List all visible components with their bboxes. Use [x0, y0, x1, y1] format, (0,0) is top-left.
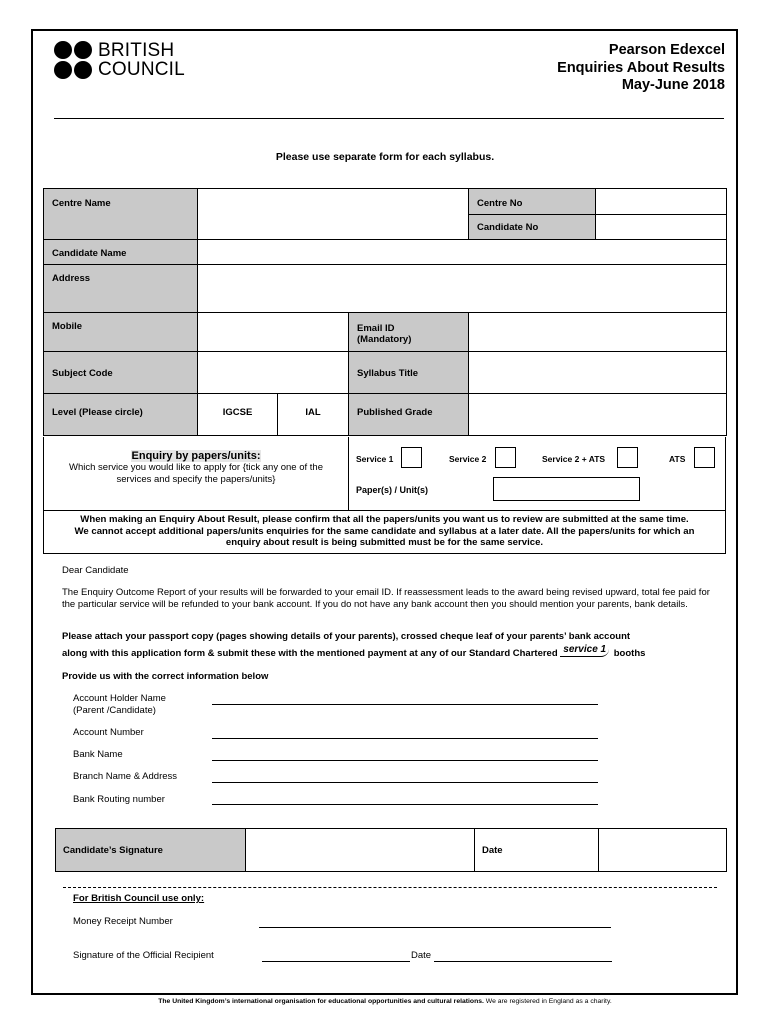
form-title — [557, 42, 725, 95]
papers-units-field[interactable] — [493, 477, 640, 501]
candidate-no-field[interactable] — [596, 215, 727, 240]
centre-name-label: Centre Name — [44, 189, 198, 240]
service-2-ats-checkbox[interactable] — [617, 447, 638, 468]
mobile-field[interactable] — [198, 313, 349, 352]
branch-label: Branch Name & Address — [73, 771, 178, 782]
service-1-label: Service 1 — [356, 454, 394, 464]
office-date-label: Date — [411, 950, 432, 961]
level-option-ial[interactable]: IAL — [278, 394, 349, 436]
official-signature-line[interactable] — [262, 961, 410, 962]
candidate-name-label: Candidate Name — [44, 240, 198, 265]
mobile-label: Mobile — [44, 313, 198, 352]
level-label: Level (Please circle) — [44, 394, 198, 436]
branch-line[interactable] — [212, 782, 598, 783]
email-label: Email ID (Mandatory) — [349, 313, 469, 352]
subject-code-field[interactable] — [198, 352, 349, 394]
candidate-signature-label: Candidate’s Signature — [56, 829, 246, 872]
submission-notice: When making an Enquiry About Result, please confirm that all the papers/units you want us to review are submitted at the same time. We cannot accept additional papers/units enquiries for the same candidate and syllabus at a later date. All the papers/units for which an enquiry about result is being submitted must be for the same service. — [43, 511, 726, 554]
header-divider — [54, 118, 724, 119]
level-option-igcse[interactable]: IGCSE — [198, 394, 278, 436]
attach-instructions-line-2: along with this application form & submit these with the mentioned payment at any of our Standard Chartered service 1 booths — [62, 644, 646, 659]
greeting: Dear Candidate — [62, 565, 129, 576]
money-receipt-label: Money Receipt Number — [73, 916, 173, 927]
title-line-3: May-June 2018 — [621, 77, 725, 93]
provide-info-heading: Provide us with the correct information below — [62, 671, 269, 682]
ats-label: ATS — [669, 454, 686, 464]
official-signature-label: Signature of the Official Recipient — [73, 950, 214, 961]
cut-line — [63, 887, 717, 888]
ats-checkbox[interactable] — [694, 447, 715, 468]
attach-instructions-line-1: Please attach your passport copy (pages showing details of your parents), crossed cheque leaf of your parents’ bank account — [62, 631, 631, 642]
refund-paragraph: The Enquiry Outcome Report of your results will be forwarded to your email ID. If reassessment leads to the award being revised upward, total fee paid for the particular service will be refunded to your bank account. If you do not have any bank account then you should mention your parents, bank details. — [62, 587, 710, 610]
email-field[interactable] — [469, 313, 727, 352]
enquiry-section — [43, 437, 726, 511]
british-council-logo — [54, 41, 185, 79]
service-2-label: Service 2 — [449, 454, 487, 464]
service-2-checkbox[interactable] — [495, 447, 516, 468]
signature-date-field[interactable] — [599, 829, 727, 872]
account-holder-label: Account Holder Name (Parent /Candidate) — [73, 693, 166, 716]
account-number-line[interactable] — [212, 738, 598, 739]
bank-name-line[interactable] — [212, 760, 598, 761]
title-line-1: Pearson Edexcel — [608, 42, 725, 58]
footer-text: The United Kingdom’s international organisation for educational opportunities and cultural relations. We are registered in England as a charity. — [158, 998, 612, 1005]
candidate-name-field[interactable] — [198, 240, 727, 265]
bank-name-label: Bank Name — [73, 749, 123, 760]
account-holder-line[interactable] — [212, 704, 598, 705]
syllabus-title-field[interactable] — [469, 352, 727, 394]
signature-table — [55, 828, 727, 872]
signature-date-label: Date — [475, 829, 599, 872]
enquiry-instructions: Which service you would like to apply for {tick any one of the services and specify the papers/units} — [69, 462, 323, 485]
papers-units-label: Paper(s) / Unit(s) — [356, 485, 429, 495]
title-line-2: Enquiries About Results — [557, 59, 725, 76]
centre-name-field[interactable] — [198, 189, 469, 240]
enquiry-title: Enquiry by papers/units: — [131, 450, 261, 462]
published-grade-field[interactable] — [469, 394, 727, 436]
office-date-line[interactable] — [434, 961, 612, 962]
routing-label: Bank Routing number — [73, 794, 165, 805]
service-2-ats-label: Service 2 + ATS — [542, 454, 606, 464]
centre-no-field[interactable] — [596, 189, 727, 215]
candidate-details-table — [43, 188, 727, 436]
candidate-no-label: Candidate No — [469, 215, 596, 240]
service-1-checkbox[interactable] — [401, 447, 422, 468]
money-receipt-line[interactable] — [259, 927, 611, 928]
logo-text: BRITISH COUNCIL — [98, 40, 185, 80]
published-grade-label: Published Grade — [349, 394, 469, 436]
address-label: Address — [44, 265, 198, 313]
syllabus-title-label: Syllabus Title — [349, 352, 469, 394]
office-use-heading: For British Council use only: — [73, 893, 205, 904]
service1-logo: service 1 — [560, 644, 609, 657]
instruction-text: Please use separate form for each syllabus. — [275, 151, 495, 163]
subject-code-label: Subject Code — [44, 352, 198, 394]
account-number-label: Account Number — [73, 727, 144, 738]
candidate-signature-field[interactable] — [246, 829, 475, 872]
routing-line[interactable] — [212, 804, 598, 805]
enquiry-description — [44, 437, 349, 510]
address-field[interactable] — [198, 265, 727, 313]
centre-no-label: Centre No — [469, 189, 596, 215]
logo-dots-icon — [54, 41, 92, 79]
